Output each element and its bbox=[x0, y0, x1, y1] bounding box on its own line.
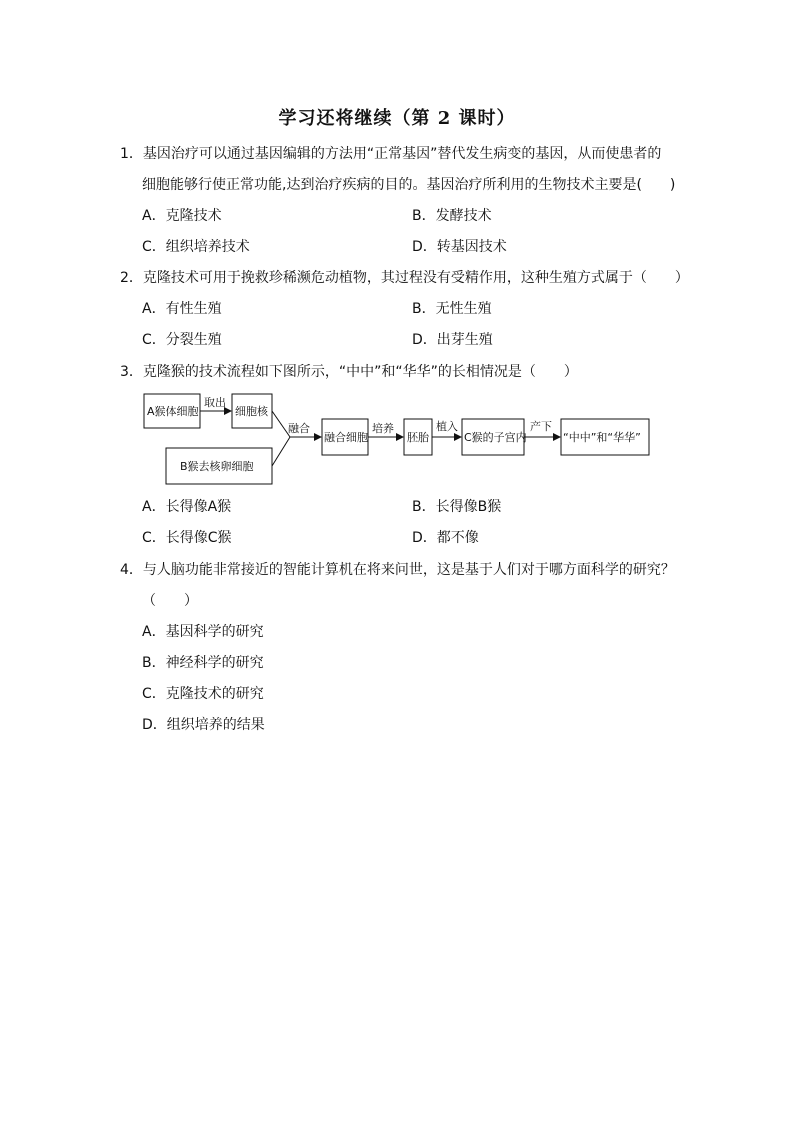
q1-option-b[interactable]: B．发酵技术 bbox=[412, 208, 492, 224]
q1-option-a[interactable]: A．克隆技术 bbox=[142, 208, 222, 224]
question-1-text-line2: 细胞能够行使正常功能,达到治疗疾病的目的。基因治疗所利用的生物技术主要是( ) bbox=[142, 177, 676, 193]
question-3-line bbox=[120, 362, 578, 382]
question-text: 与人脑功能非常接近的智能计算机在将来问世，这是基于人们对于哪方面科学的研究？ bbox=[142, 562, 675, 578]
question-number: 2． bbox=[120, 270, 143, 286]
q2-option-b[interactable]: B．无性生殖 bbox=[412, 301, 492, 317]
label-implant: 植入 bbox=[436, 420, 458, 433]
label-birth: 产下 bbox=[530, 420, 552, 433]
question-4-line bbox=[120, 560, 675, 580]
label-nucleus: 细胞核 bbox=[235, 405, 268, 418]
question-text: 克隆猴的技术流程如下图所示，“中中”和“华华”的长相情况是（ ） bbox=[142, 364, 578, 380]
question-4-text-line2: （ ） bbox=[142, 593, 198, 609]
q3-option-a[interactable]: A．长得像A猴 bbox=[142, 499, 232, 515]
q4-option-c[interactable]: C．克隆技术的研究 bbox=[142, 686, 264, 702]
label-embryo: 胚胎 bbox=[407, 431, 429, 444]
question-number: 1． bbox=[120, 146, 143, 162]
label-culture: 培养 bbox=[372, 422, 394, 435]
question-number: 4． bbox=[120, 562, 143, 578]
label-fuse: 融合 bbox=[288, 422, 310, 435]
q2-option-a[interactable]: A．有性生殖 bbox=[142, 301, 222, 317]
question-1-number-line bbox=[120, 144, 661, 164]
page-title: 学习还将继续（第 2 课时） bbox=[278, 108, 516, 129]
q3-option-d[interactable]: D．都不像 bbox=[412, 530, 479, 546]
q4-option-b[interactable]: B．神经科学的研究 bbox=[142, 655, 264, 671]
label-fused-cell: 融合细胞 bbox=[324, 431, 368, 444]
question-text: 基因治疗可以通过基因编辑的方法用“正常基因”替代发生病变的基因，从而使患者的 bbox=[142, 146, 662, 162]
question-2-line bbox=[120, 268, 689, 288]
arrow-join-bottom bbox=[272, 437, 290, 466]
q4-option-a[interactable]: A．基因科学的研究 bbox=[142, 624, 264, 640]
q1-option-c[interactable]: C．组织培养技术 bbox=[142, 239, 250, 255]
q3-option-c[interactable]: C．长得像C猴 bbox=[142, 530, 232, 546]
question-text: 克隆技术可用于挽救珍稀濒危动植物，其过程没有受精作用，这种生殖方式属于（ ） bbox=[142, 270, 689, 286]
label-b-monkey-egg: B猴去核卵细胞 bbox=[180, 460, 254, 473]
label-result: “中中”和“华华” bbox=[563, 431, 641, 444]
label-a-monkey-cell: A猴体细胞 bbox=[147, 405, 199, 418]
q4-option-d[interactable]: D．组织培养的结果 bbox=[142, 717, 265, 733]
q2-option-c[interactable]: C．分裂生殖 bbox=[142, 332, 222, 348]
cloning-flow-diagram bbox=[142, 392, 658, 488]
label-c-monkey-uterus: C猴的子宫内 bbox=[464, 431, 527, 444]
q2-option-d[interactable]: D．出芽生殖 bbox=[412, 332, 493, 348]
label-take: 取出 bbox=[204, 396, 226, 409]
q1-option-d[interactable]: D．转基因技术 bbox=[412, 239, 507, 255]
q3-option-b[interactable]: B．长得像B猴 bbox=[412, 499, 502, 515]
question-number: 3． bbox=[120, 364, 143, 380]
